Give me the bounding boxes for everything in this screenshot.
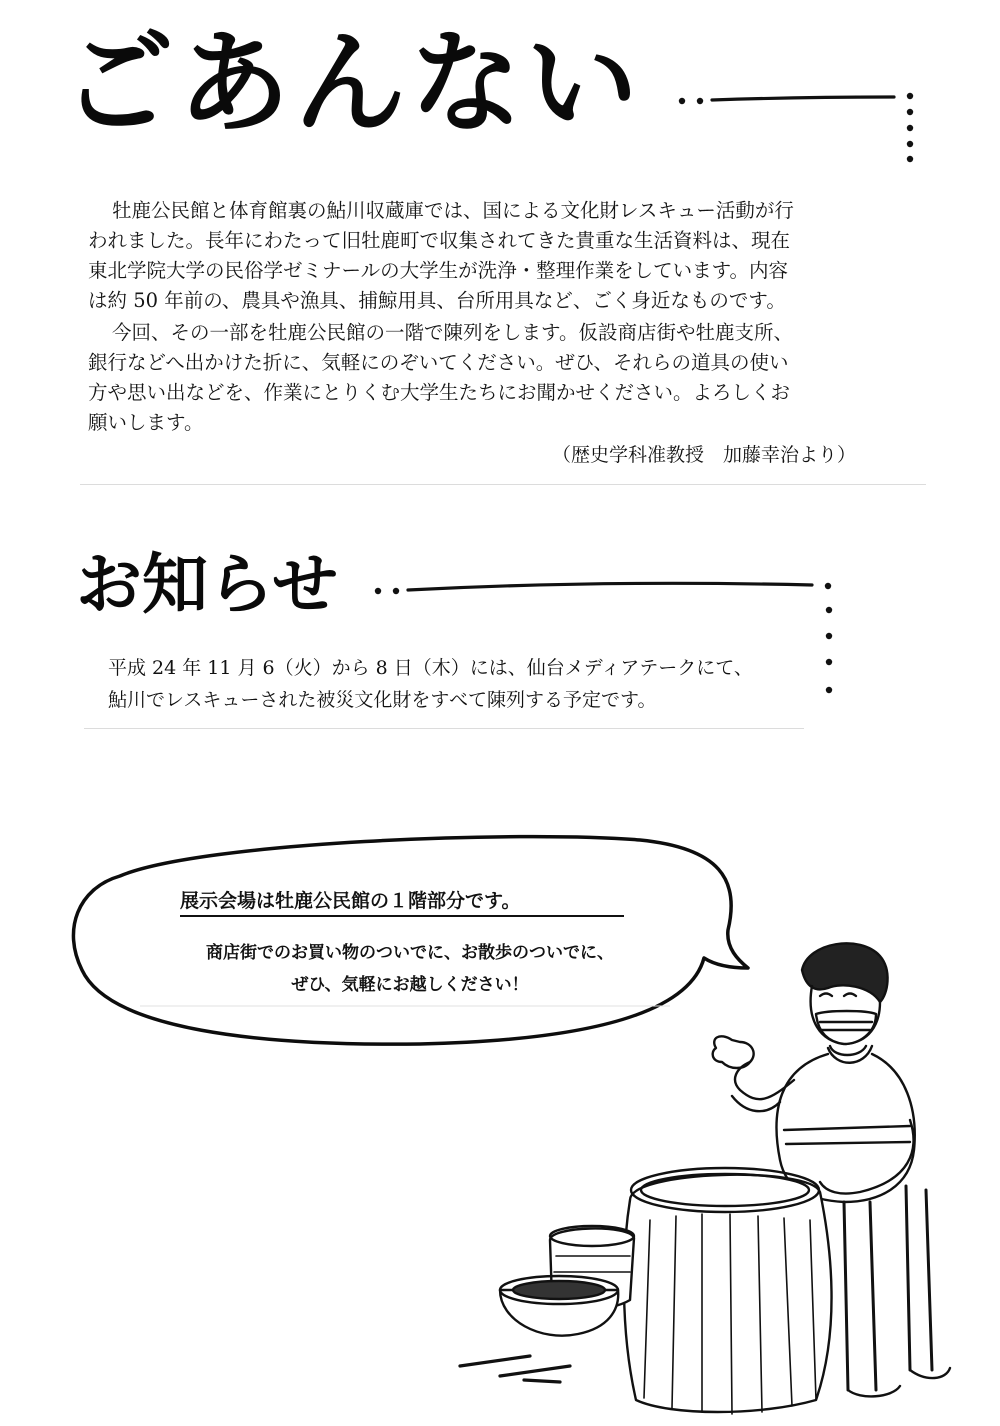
raised-arm <box>732 1062 794 1111</box>
student-with-tub-illustration <box>440 930 960 1420</box>
text-line: 銀行などへ出かけた折に、気軽にのぞいてください。ぜひ、それらの道具の使い <box>88 351 789 374</box>
section-heading-guide: ごあんない <box>62 19 642 149</box>
text-line: 平成 24 年 11 月 6（火）から 8 日（木）には、仙台メディアテークにて、 <box>108 657 753 679</box>
signature: （歴史学科准教授 加藤幸治より） <box>552 444 857 466</box>
bubble-text-line: ぜひ、気軽にお越しください！ <box>291 975 529 995</box>
text-line: われました。長年にわたって旧牡鹿町で収集されてきた貴重な生活資料は、現在 <box>88 229 791 252</box>
text-line: 牡鹿公民館と体育館裏の鮎川収蔵庫では、国による文化財レスキュー活動が行 <box>112 199 794 222</box>
bubble-text-line: 商店街でのお買い物のついでに、お散歩のついでに、 <box>206 943 614 963</box>
tool <box>460 1356 570 1382</box>
mask-icon <box>816 1011 876 1044</box>
text-line: 願いします。 <box>88 411 204 434</box>
text-line: 方や思い出などを、作業にとりくむ大学生たちにお聞かせください。よろしくお <box>88 381 791 404</box>
text-line: は約 50 年前の、農具や漁具、捕鯨用具、台所用具など、ごく身近なものです。 <box>88 289 786 312</box>
text-line: 今回、その一部を牡鹿公民館の一階で陳列をします。仮設商店街や牡鹿支所、 <box>112 321 793 344</box>
text-line: 東北学院大学の民俗学ゼミナールの大学生が洗浄・整理作業をしています。内容 <box>88 259 789 282</box>
hair <box>802 943 888 1002</box>
legs <box>844 1186 932 1390</box>
bubble-title: 展示会場は牡鹿公民館の１階部分です。 <box>180 886 624 917</box>
text-line: 鮎川でレスキューされた被災文化財をすべて陳列する予定です。 <box>108 689 657 711</box>
section-heading-notice: お知らせ <box>76 546 339 623</box>
hand-icon <box>713 1036 754 1068</box>
wooden-tub <box>624 1175 832 1412</box>
